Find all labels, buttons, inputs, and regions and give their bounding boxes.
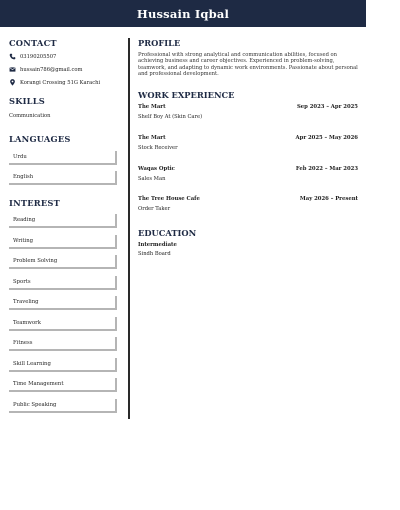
language-item: English	[9, 171, 117, 185]
job-dates: Sep 2023 – Apr 2025	[296, 104, 358, 110]
column-divider	[128, 38, 130, 419]
language-item: Urdu	[9, 151, 117, 165]
job-role: Order Taker	[138, 206, 171, 212]
email-address: hussain786@gmail.com	[20, 66, 83, 73]
work-experience-title: WORK EXPERIENCE	[138, 90, 235, 100]
profile-summary: Professional with strong analytical and communication abilities, focused on achieving business and career objectives. Experienced in problem-solving, teamwork, and adapting to dynamic work environments. Passionate about personal and professional development.	[138, 52, 358, 77]
job-company: The Tree House Cafe	[138, 196, 200, 202]
job-role: Sales Man	[138, 176, 166, 182]
phone-number: 03190205507	[20, 53, 57, 60]
profile-title: PROFILE	[138, 38, 181, 48]
interest-item: Public Speaking	[9, 399, 117, 413]
interest-item: Reading	[9, 214, 117, 228]
contact-title: CONTACT	[9, 38, 57, 48]
right-column	[138, 38, 358, 257]
phone-icon	[9, 53, 16, 60]
skills-title: SKILLS	[9, 96, 45, 106]
interest-title: INTEREST	[9, 198, 60, 208]
contact-phone	[9, 53, 121, 60]
job-entry	[138, 166, 358, 182]
contact-section	[9, 38, 121, 86]
job-role: Shelf Boy At (Skin Care)	[138, 114, 203, 120]
education-degree: Intermediate	[138, 242, 177, 248]
left-column	[9, 38, 121, 408]
job-company: The Mart	[138, 104, 166, 110]
resume-header	[0, 0, 366, 27]
interest-item: Traveling	[9, 296, 117, 310]
job-dates: May 2026 – Present	[299, 196, 358, 202]
education-school: Sindh Board	[138, 251, 171, 257]
interest-item: Writing	[9, 235, 117, 249]
job-dates: Apr 2025 – May 2026	[295, 135, 358, 141]
contact-address	[9, 79, 121, 86]
interest-item: Time Management	[9, 378, 117, 392]
interest-item: Fitness	[9, 337, 117, 351]
languages-title: LANGUAGES	[9, 134, 71, 144]
job-role: Stock Receiver	[138, 145, 178, 151]
job-company: The Mart	[138, 135, 166, 141]
job-dates: Feb 2022 – Mar 2023	[295, 166, 358, 172]
job-entry	[138, 135, 358, 151]
job-entry	[138, 196, 358, 212]
location-icon	[9, 79, 16, 86]
contact-email	[9, 66, 121, 73]
interest-item: Teamwork	[9, 317, 117, 331]
interest-item: Skill Learning	[9, 358, 117, 372]
address-text: Korangi Crossing 51G Karachi	[20, 79, 101, 86]
job-company: Waqas Optic	[138, 166, 175, 172]
candidate-name: Hussain Iqbal	[136, 6, 230, 21]
education-title: EDUCATION	[138, 228, 197, 238]
email-icon	[9, 66, 16, 73]
skill-item: Communication	[9, 113, 51, 119]
interest-item: Sports	[9, 276, 117, 290]
job-entry	[138, 104, 358, 120]
interest-item: Problem Solving	[9, 255, 117, 269]
